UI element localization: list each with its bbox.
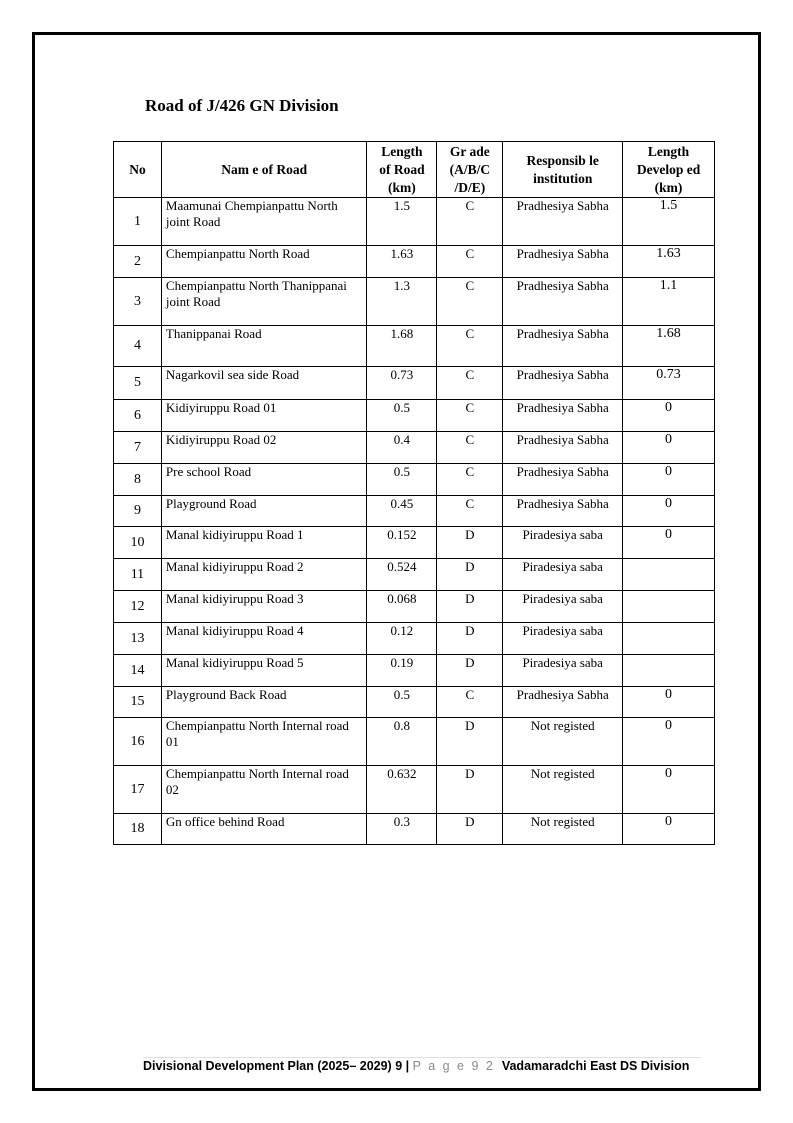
cell-length: 0.3 [367,814,437,845]
cell-road-name: Pre school Road [161,464,367,496]
table-row [114,814,715,845]
table-row [114,766,715,814]
cell-no: 6 [114,400,162,432]
cell-grade: C [437,326,503,367]
table-row [114,718,715,766]
cell-developed: 0 [623,432,715,464]
cell-length: 0.8 [367,718,437,766]
cell-institution: Piradesiya saba [503,655,623,687]
cell-road-name: Manal kidiyiruppu Road 1 [161,527,367,559]
header-length: Length of Road (km) [367,142,437,198]
cell-institution: Pradhesiya Sabha [503,464,623,496]
cell-no: 18 [114,814,162,845]
cell-grade: C [437,464,503,496]
table-row [114,496,715,527]
cell-length: 1.5 [367,198,437,246]
cell-developed: 1.63 [623,246,715,278]
table-row [114,278,715,326]
cell-institution: Not registed [503,814,623,845]
footer-plan-title: Divisional Development Plan (2025– 2029) 9 [143,1059,403,1073]
cell-developed: 1.1 [623,278,715,326]
cell-developed: 0 [623,687,715,718]
cell-institution: Piradesiya saba [503,623,623,655]
cell-road-name: Chempianpattu North Road [161,246,367,278]
footer-page-number: P a g e 9 2 [412,1059,495,1073]
table-row [114,367,715,400]
cell-institution: Piradesiya saba [503,527,623,559]
table-row [114,432,715,464]
cell-no: 1 [114,198,162,246]
cell-no: 14 [114,655,162,687]
header-grade: Gr ade (A/B/C /D/E) [437,142,503,198]
cell-developed: 1.5 [623,198,715,246]
cell-no: 17 [114,766,162,814]
cell-length: 0.73 [367,367,437,400]
cell-no: 10 [114,527,162,559]
cell-road-name: Chempianpattu North Thanippanai joint Road [161,278,367,326]
cell-road-name: Manal kidiyiruppu Road 5 [161,655,367,687]
cell-grade: D [437,766,503,814]
cell-no: 5 [114,367,162,400]
cell-developed [623,623,715,655]
cell-institution: Pradhesiya Sabha [503,432,623,464]
table-row [114,464,715,496]
header-institution: Responsib le institution [503,142,623,198]
cell-developed: 0 [623,718,715,766]
cell-no: 4 [114,326,162,367]
table-row [114,591,715,623]
cell-developed: 0 [623,766,715,814]
cell-developed: 0 [623,400,715,432]
cell-grade: D [437,814,503,845]
cell-institution: Pradhesiya Sabha [503,198,623,246]
table-row [114,400,715,432]
cell-road-name: Playground Back Road [161,687,367,718]
cell-length: 1.3 [367,278,437,326]
cell-developed: 1.68 [623,326,715,367]
cell-institution: Piradesiya saba [503,591,623,623]
cell-no: 8 [114,464,162,496]
cell-grade: D [437,591,503,623]
roads-table [113,141,715,845]
cell-institution: Pradhesiya Sabha [503,326,623,367]
cell-length: 0.152 [367,527,437,559]
cell-road-name: Kidiyiruppu Road 01 [161,400,367,432]
cell-developed: 0 [623,496,715,527]
cell-grade: C [437,432,503,464]
cell-grade: D [437,559,503,591]
header-developed: Length Develop ed (km) [623,142,715,198]
cell-no: 11 [114,559,162,591]
cell-institution: Piradesiya saba [503,559,623,591]
cell-grade: C [437,496,503,527]
table-row [114,246,715,278]
cell-grade: D [437,655,503,687]
cell-no: 16 [114,718,162,766]
table-row [114,559,715,591]
table-row [114,326,715,367]
cell-length: 0.5 [367,687,437,718]
page-title: Road of J/426 GN Division [145,96,339,115]
cell-road-name: Kidiyiruppu Road 02 [161,432,367,464]
cell-grade: C [437,367,503,400]
cell-no: 15 [114,687,162,718]
cell-no: 7 [114,432,162,464]
cell-length: 0.5 [367,400,437,432]
table-row [114,687,715,718]
table-row [114,655,715,687]
table-row [114,527,715,559]
cell-grade: D [437,623,503,655]
table-header-row [114,142,715,198]
cell-road-name: Manal kidiyiruppu Road 2 [161,559,367,591]
cell-road-name: Nagarkovil sea side Road [161,367,367,400]
cell-length: 0.12 [367,623,437,655]
cell-length: 0.068 [367,591,437,623]
cell-no: 3 [114,278,162,326]
cell-length: 0.45 [367,496,437,527]
table-row [114,623,715,655]
cell-developed: 0 [623,464,715,496]
cell-length: 0.5 [367,464,437,496]
cell-institution: Pradhesiya Sabha [503,246,623,278]
cell-developed [623,591,715,623]
cell-institution: Pradhesiya Sabha [503,687,623,718]
cell-developed: 0 [623,814,715,845]
cell-developed: 0 [623,527,715,559]
cell-length: 0.4 [367,432,437,464]
cell-length: 1.68 [367,326,437,367]
footer-division: Vadamaradchi East DS Division [501,1059,690,1073]
cell-length: 0.19 [367,655,437,687]
cell-institution: Pradhesiya Sabha [503,278,623,326]
cell-institution: Pradhesiya Sabha [503,367,623,400]
cell-no: 13 [114,623,162,655]
cell-grade: C [437,400,503,432]
cell-no: 12 [114,591,162,623]
cell-grade: C [437,687,503,718]
cell-road-name: Gn office behind Road [161,814,367,845]
cell-road-name: Chempianpattu North Internal road 02 [161,766,367,814]
cell-institution: Pradhesiya Sabha [503,400,623,432]
page-footer [143,1057,701,1073]
cell-institution: Pradhesiya Sabha [503,496,623,527]
cell-no: 9 [114,496,162,527]
header-no: No [114,142,162,198]
cell-length: 1.63 [367,246,437,278]
cell-road-name: Chempianpattu North Internal road 01 [161,718,367,766]
table-row [114,198,715,246]
cell-institution: Not registed [503,766,623,814]
cell-grade: C [437,198,503,246]
cell-institution: Not registed [503,718,623,766]
cell-length: 0.524 [367,559,437,591]
cell-developed [623,655,715,687]
cell-road-name: Playground Road [161,496,367,527]
cell-grade: D [437,718,503,766]
cell-road-name: Manal kidiyiruppu Road 3 [161,591,367,623]
cell-road-name: Manal kidiyiruppu Road 4 [161,623,367,655]
header-name: Nam e of Road [161,142,367,198]
cell-grade: D [437,527,503,559]
footer-separator: | [405,1059,410,1073]
cell-grade: C [437,278,503,326]
cell-developed [623,559,715,591]
cell-no: 2 [114,246,162,278]
cell-road-name: Maamunai Chempianpattu North joint Road [161,198,367,246]
cell-developed: 0.73 [623,367,715,400]
cell-length: 0.632 [367,766,437,814]
cell-road-name: Thanippanai Road [161,326,367,367]
cell-grade: C [437,246,503,278]
